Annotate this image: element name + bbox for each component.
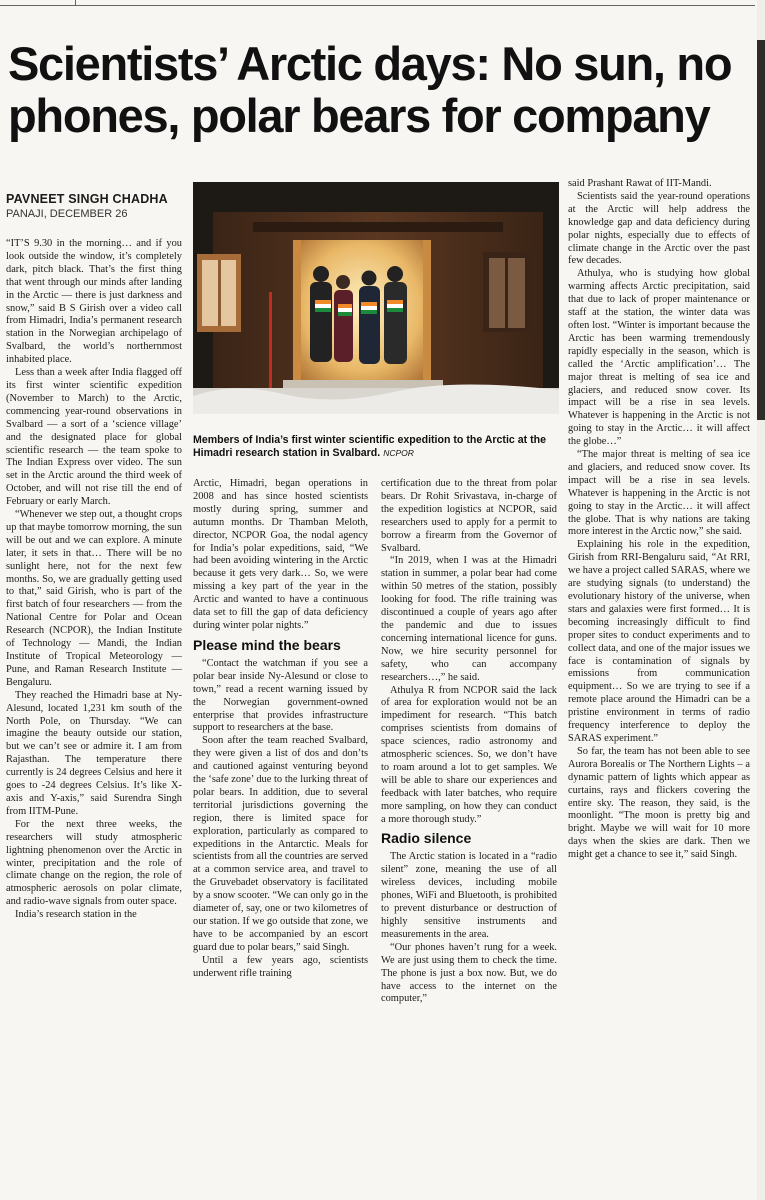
- paragraph: Arctic, Himadri, began operations in 2008 and has since hosted scientists mostly during spring, summer and autumn months. Dr Thamban Meloth, director, NCPOR Goa, the nodal agency for India’s polar expeditions, said, “We had been avoiding wintering in the Arctic because it gets very dark… So, we were missing a key part of the year in the Arctic and wanted to have a continuous data set to fill the gap of data deficiency during winter polar nights.”: [193, 478, 368, 631]
- article-column-3: [381, 478, 557, 1198]
- top-rule: [0, 0, 765, 6]
- paragraph: India’s research station in the: [15, 909, 137, 921]
- expedition-photo: [193, 182, 559, 414]
- paragraph: “Contact the watchman if you see a polar bear inside Ny-Alesund or close to town,” read a recent warning issued by the Norwegian government-owned enterprise that provides infrastructure support to researchers at the base.: [193, 657, 368, 734]
- top-rule-line: [0, 5, 755, 6]
- paragraph: Until a few years ago, scientists underwent rifle training: [193, 954, 368, 979]
- paragraph: Scientists said the year-round operations at the Arctic will help address the knowledge gap and data deficiency during polar nights, especially due to effects of climate change in the Arctic over the past few decades.: [568, 190, 750, 267]
- caption-credit: NCPOR: [383, 448, 414, 458]
- paragraph: “Our phones haven’t rung for a week. We are just using them to check the time. The phone is just a box now. But, we do have access to the internet on the computer,”: [381, 941, 557, 1005]
- paragraph: Less than a week after India flagged off its first winter scientific expedition (November to March) to the Arctic, commencing year-round observations in Svalbard — a sort of a ‘science village’ and the designated place for global scientific research — the team spoke to The Indian Express over video. The sun set in the Arctic around the third week of October, and will not rise till the end of February or early March.: [6, 367, 182, 508]
- paragraph: The Arctic station is located in a “radio silent” zone, meaning the use of all wireless devices, including mobile phones, WiFi and Bluetooth, is prohibited to prevent disturbance or destruction of highly sensitive instruments and measurements in the area.: [381, 851, 557, 940]
- paragraph: “In 2019, when I was at the Himadri station in summer, a polar bear had come within 50 metres of the station, possibly looking for food. The rifle training was discontinued a couple of years ago after the pandemic and due to issues concerning international licence for guns. Now, we hire security personnel for safety, who can accompany researchers…,” he said.: [381, 555, 557, 683]
- paragraph: Soon after the team reached Svalbard, they were given a list of dos and don’ts and cautioned against venturing beyond the ‘safe zone’ due to the lurking threat of polar bears. In addition, due to several territorial jurisdictions governing the region, there is limited space for exploration, particularly as compared to expeditions in the Antarctic. Meals for scientists from all the countries are served at a common service area, and travel to the Gruvebadet observatory is facilitated by a snow scooter. “We can only go in the diameter of, say, one or two kilometres of our station. If we go outside that zone, we have to be accompanied by an escort guard due to polar bears,” said Singh.: [193, 735, 368, 953]
- article-column-2: [193, 478, 368, 1198]
- adjacent-photo-edge: [757, 40, 765, 420]
- caption-text: Members of India’s first winter scientific expedition to the Arctic at the Himadri research station in Svalbard.: [193, 434, 546, 459]
- paragraph: Athulya, who is studying how global warming affects Arctic precipitation, said that due to lack of proper maintenance or staff at the station, the winter data was often lost. “Winter is important because the Arctic has been warming tremendously rapidly especially in the season, which is called the ‘Arctic amplification’… The major threat is melting of sea ice and glaciers, and reduced snow cover. Its impact will be a rise in sea levels. Whatever is happening in the Arctic is not going to stay in the Arctic… it will affect the globe…”: [568, 268, 750, 448]
- paragraph: Athulya R from NCPOR said the lack of area for exploration would not be an impediment for research. “This batch comprises scientists from domains of space sciences, radio astronomy and atmospheric sciences. So, we don’t have to roam around a lot to get samples. We will be able to share our experiences and feedback with later batches, who require more sampling, on how they can conduct a more thorough study.”: [381, 684, 557, 825]
- byline-dateline: PANAJI, DECEMBER 26: [6, 208, 128, 220]
- paragraph: “The major threat is melting of sea ice and glaciers, and reduced snow cover. Its impact will be a rise in sea levels. Whatever is happening in the Arctic is not going to stay in the Arctic… it will affect the globe. That is why nations are taking more interest in the Arctic now,” she said.: [568, 449, 750, 538]
- paragraph: For the next three weeks, the researchers will study atmospheric lightning phenomenon over the Arctic in winter, precipitation and the role of climate change on the region, the role of atmospheric aerosols on polar climate, and radio-wave signals from outer space.: [6, 818, 182, 908]
- headline: Scientists’ Arctic days: No sun, no phones, polar bears for company: [8, 37, 732, 142]
- article-column-1: [6, 238, 182, 1198]
- article-column-4: [568, 178, 750, 1198]
- photo-illustration: [193, 182, 559, 414]
- paragraph: Explaining his role in the expedition, Girish from RRI-Bengaluru said, “At RRI, we have a project called SARAS, where we are studying signals (to understand) the evolutionary history of the universe, when stars and galaxies were first formed… It is becoming increasingly difficult to find proper sites to conduct experiments and to collect data, and one of the major issues we face is contamination of signals by emissions from communication equipment… So we are trying to see if a remote place around the Himadri can be a pristine environment in terms of radio frequency interference to deploy the SARAS experiment.”: [568, 539, 750, 744]
- paragraph: said Prashant Rawat of IIT-Mandi.: [568, 178, 712, 189]
- byline-author: PAVNEET SINGH CHADHA: [6, 192, 168, 206]
- subheading-bears: Please mind the bears: [193, 636, 341, 653]
- photo-caption: [193, 434, 561, 460]
- subheading-radio-silence: Radio silence: [381, 830, 472, 847]
- paragraph: certification due to the threat from polar bears. Dr Rohit Srivastava, in-charge of the expedition logistics at NCPOR, said researchers used to apply for a permit to borrow a firearm from the Governor of Svalbard.: [381, 478, 557, 554]
- adjacent-article-edge: [757, 0, 765, 1200]
- paragraph: “Whenever we step out, a thought crops up that maybe tomorrow morning, the sun will be out and we can explore. A minute later, it sets in that… There will be no sunlight here, not for the next few months. So, we are gradually getting used to that,” said Girish, who is part of the first batch of four researchers — from the National Centre for Polar and Ocean Research (NCPOR), the Indian Institute of Technology — Mandi, the Indian Institute of Tropical Meteorology — Pune, and Raman Research Institute — Bengaluru.: [6, 509, 182, 688]
- paragraph: “IT’S 9.30 in the morning… and if you look outside the window, it’s completely dark, pitch black. That’s the first thing that went through our minds after landing in the Arctic — there is just darkness and snow,” said B S Girish over a video call from Himadri, India’s permanent research station in the Norwegian archipelago of Svalbard, the world’s northernmost inhabited place.: [6, 238, 182, 366]
- paragraph: They reached the Himadri base at Ny-Alesund, located 1,231 km south of the North Pole, on Thursday. “We can imagine the beauty outside our station, but we can’t see or admire it. I am from Rajasthan. The temperature there currently is 24 degrees Celsius and here it goes to -24 degrees Celsius. It’s like X-axis and Y-axis,” said Surendra Singh from IITM-Pune.: [6, 689, 182, 817]
- top-rule-divider: [75, 0, 76, 6]
- byline: [6, 192, 186, 220]
- paragraph: So far, the team has not been able to see Aurora Borealis or The Northern Lights – a dynamic pattern of lights which appear as curtains, rays and flickers covering the entire sky. The reason, they said, is the moonlight. “The moon is pretty big and bright. Maybe we will wait for 10 more days when the skies are dark. Then we might get a chance to see it,” said Singh.: [568, 745, 750, 861]
